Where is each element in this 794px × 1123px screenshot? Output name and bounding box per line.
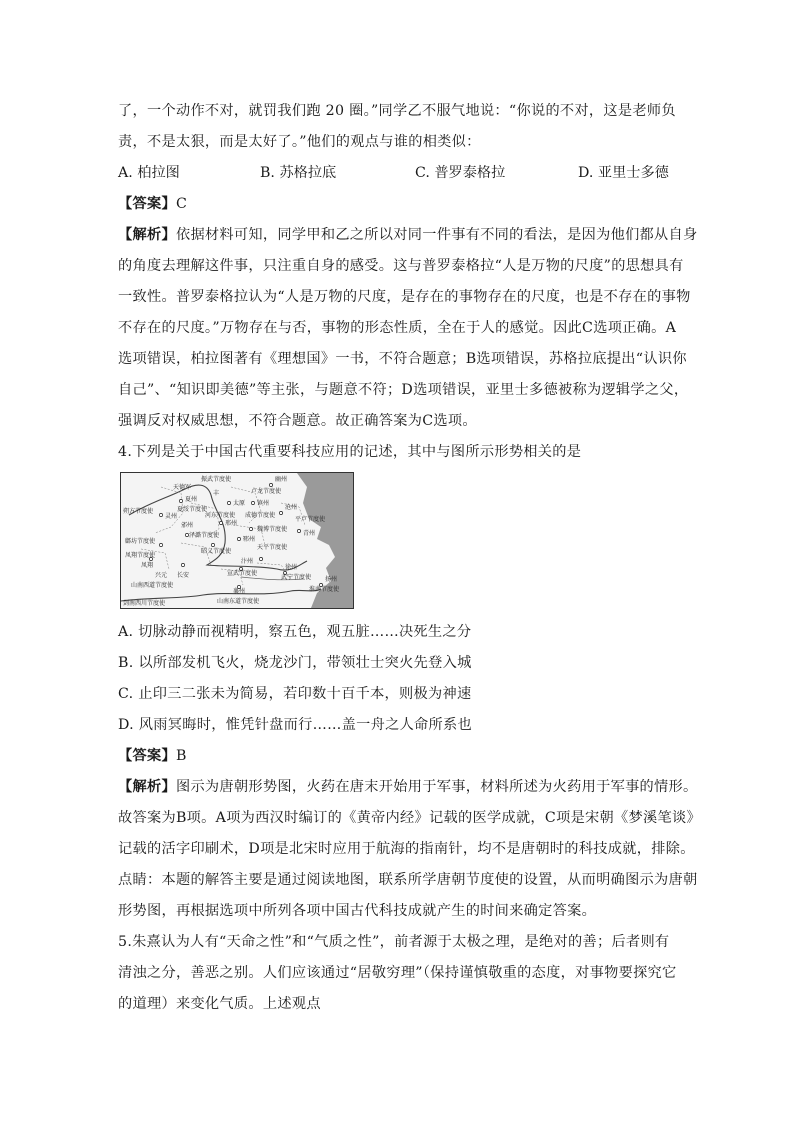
map-label: 淮南节度使 <box>309 586 340 593</box>
map-label: 天德军 <box>173 484 192 491</box>
document-page <box>118 96 701 1020</box>
q3-stem-line: 责，不是太狠，而是太好了。”他们的观点与谁的相类似： <box>118 134 481 150</box>
answer-value: C <box>175 196 188 212</box>
q3-stem-line: 了，一个动作不对，就罚我们跑 20 圈。”同学乙不服气地说：“你说的不对，这是老师负 <box>118 103 676 119</box>
map-label: 长安 <box>177 572 190 579</box>
q4-answer <box>118 741 684 772</box>
q3-options <box>118 158 684 189</box>
map-label: 邠州 <box>181 522 194 529</box>
q4-analysis-line: 记载的活字印刷术，D项是北宋时应用于航海的指南针，均不是唐朝时的科技成就，排除。 <box>118 841 695 857</box>
q3-analysis-line: 选项错误，柏拉图著有《理想国》一书，不符合题意；B选项错误，苏格拉底提出“认识你 <box>118 351 687 367</box>
map-label: 凤翔节度使 <box>125 552 156 559</box>
q3-option-d: D. 亚里士多德 <box>578 165 669 181</box>
q3-option-c: C. 普罗泰格拉 <box>415 165 506 181</box>
map-label: 泽潞节度使 <box>189 532 220 539</box>
map-label: 灵州 <box>165 513 178 520</box>
map-label: 山南西道节度使 <box>131 582 174 589</box>
map-label: 镇州 <box>257 500 270 507</box>
answer-tag: 【答案】 <box>118 196 176 212</box>
q3-analysis-line: 的角度去理解这件事，只注重自身的感受。这与普罗泰格拉“人是万物的尺度”的思想具有 <box>118 258 684 274</box>
map-label: 兴元 <box>155 572 168 579</box>
map-label: 卢龙节度使 <box>251 488 282 495</box>
q3-analysis-line: 不存在的尺度。”万物存在与否，事物的形态性质，全在于人的感觉。因此C选项正确。A <box>118 320 677 336</box>
map-label: 郓州 <box>243 536 256 543</box>
q5-stem-line: 的道理）来变化气质。上述观点 <box>118 996 321 1012</box>
q3-analysis-line: 强调反对权威思想，不符合题意。故正确答案为C选项。 <box>118 413 477 429</box>
map-label: 汴州 <box>241 558 254 565</box>
q5-stem-line: 清浊之分，善恶之别。人们应该通过“居敬穷理”（保持谨慎敬重的态度，对事物要探究它 <box>118 965 677 981</box>
map-label: 徐州 <box>285 564 298 571</box>
map-label: 天平节度使 <box>257 544 288 551</box>
map-label: 剑南西川节度使 <box>123 600 166 607</box>
analysis-tag: 【解析】 <box>118 779 176 795</box>
answer-value: B <box>175 748 187 764</box>
map-label: 鄜坊节度使 <box>125 538 156 545</box>
map-label: 武宁节度使 <box>281 574 312 581</box>
q4-option-a: A. 切脉动静而视精明，察五色，观五脏……决死生之分 <box>118 624 472 640</box>
map-label: 太原 <box>233 500 246 507</box>
map-label: 丰 <box>213 490 220 497</box>
map-label: 平卢节度使 <box>295 516 326 523</box>
q3-analysis-line: 一致性。普罗泰格拉认为“人是万物的尺度，是存在的事物存在的尺度，也是不存在的事物 <box>118 289 691 305</box>
q3-analysis-line: 【解析】依据材料可知，同学甲和乙之所以对同一件事有不同的看法，是因为他们都从自身 <box>118 227 698 243</box>
answer-tag: 【答案】 <box>118 748 176 764</box>
map-label: 邢州 <box>225 520 238 527</box>
q4-analysis-line: 形势图，再根据选项中所列各项中国古代科技成就产生的时间来确定答案。 <box>118 903 597 919</box>
map-label: 魏博节度使 <box>257 526 288 533</box>
map-label: 夏绥节度使 <box>177 506 208 513</box>
map-label: 青州 <box>303 530 316 537</box>
map-label: 昭义节度使 <box>201 548 232 555</box>
map-label: 夏州 <box>185 496 198 503</box>
q4-analysis-line: 【解析】图示为唐朝形势图，火药在唐末开始用于军事，材料所述为火药用于军事的情形。 <box>118 779 698 795</box>
q4-stem: 4.下列是关于中国古代重要科技应用的记述，其中与图所示形势相关的是 <box>118 444 582 460</box>
q4-option-d: D. 风雨冥晦时，惟凭针盘而行……盖一舟之人命所系也 <box>118 717 473 733</box>
q5-stem-line: 5.朱熹认为人有“天命之性”和“气质之性”，前者源于太极之理，是绝对的善；后者则有 <box>118 934 670 950</box>
q3-analysis-line: 自己”、“知识即美德”等主张，与题意不符；D选项错误，亚里士多德被称为逻辑学之父， <box>118 382 689 398</box>
map-label: 沧州 <box>285 504 298 511</box>
map-label: 襄州 <box>233 588 246 595</box>
map-label: 朔方节度使 <box>123 508 154 515</box>
analysis-tag: 【解析】 <box>118 227 176 243</box>
map-graphic <box>121 473 353 608</box>
q3-option-a: A. 柏拉图 <box>118 165 180 181</box>
tang-map <box>120 472 354 609</box>
q3-option-b: B. 苏格拉底 <box>260 165 337 181</box>
map-label: 振武节度使 <box>201 476 232 483</box>
q4-analysis-line: 故答案为B项。A项为西汉时编订的《黄帝内经》记载的医学成就，C项是宋朝《梦溪笔谈》 <box>118 810 701 826</box>
map-label: 宣武节度使 <box>227 570 258 577</box>
map-label: 山南东道节度使 <box>217 598 260 605</box>
q4-analysis-line: 点睛：本题的解答主要是通过阅读地图，联系所学唐朝节度使的设置，从而明确图示为唐朝 <box>118 872 698 888</box>
map-label: 成德节度使 <box>245 512 276 519</box>
map-label: 幽州 <box>275 476 288 483</box>
map-label: 河东节度使 <box>205 512 236 519</box>
q4-option-c: C. 止印三二张未为简易，若印数十百千本，则极为神速 <box>118 686 472 702</box>
q3-answer <box>118 189 684 220</box>
q4-option-b: B. 以所部发机飞火，烧龙沙门，带领壮士突火先登入城 <box>118 655 472 671</box>
map-label: 扬州 <box>325 576 338 583</box>
map-label: 凤翔 <box>141 562 154 569</box>
